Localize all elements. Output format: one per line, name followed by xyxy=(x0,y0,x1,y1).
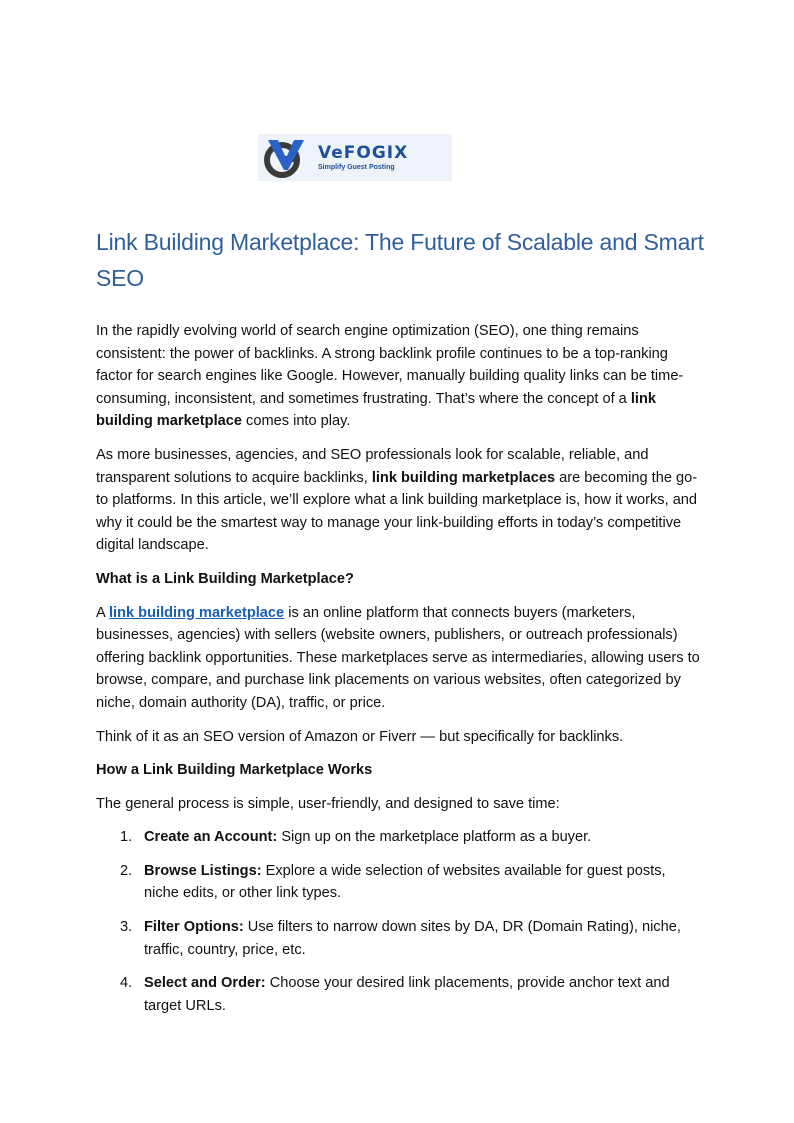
article-body xyxy=(96,320,702,1028)
intro-paragraph-2: As more businesses, agencies, and SEO professionals look for scalable, reliable, and transparent solutions to acquire backlinks, link building marketplaces are becoming the go-to platforms. In this article, we’ll explore what a link building marketplace is, how it works, and why it could be the smartest way to manage your link-building efforts in today’s competitive digital landscape. xyxy=(96,446,698,554)
definition-paragraph: A link building marketplace is an online platform that connects buyers (marketers, businesses, agencies) with sellers (website owners, publishers, or outreach professionals) offering backlink opportunities. These marketplaces serve as intermediaries, allowing users to browse, compare, and purchase link placements on various websites, often categorized by niche, domain authority (DA), traffic, or price. xyxy=(96,604,700,711)
bold-term: link building marketplaces xyxy=(371,469,556,486)
list-item: 2. Browse Listings: Explore a wide selection of websites available for guest posts, niche edits, or other link types. xyxy=(120,862,666,902)
logo-tagline: Simplify Guest Posting xyxy=(318,163,395,171)
vefogix-logo-icon xyxy=(258,136,314,180)
process-steps-list xyxy=(96,826,702,1017)
logo xyxy=(258,134,452,181)
page-title: Link Building Marketplace: The Future of Scalable and Smart SEO xyxy=(96,229,704,291)
bold-term: link building marketplace xyxy=(96,390,656,430)
list-item: 3. Filter Options: Use filters to narrow down sites by DA, DR (Domain Rating), niche, traffic, country, price, etc. xyxy=(120,919,681,958)
section-heading-what-is: What is a Link Building Marketplace? xyxy=(96,570,354,587)
analogy-paragraph: Think of it as an SEO version of Amazon or Fiverr — but specifically for backlinks. xyxy=(96,728,624,745)
list-item: 4. Select and Order: Choose your desired link placements, provide anchor text and target URLs. xyxy=(120,975,670,1014)
intro-paragraph-1: In the rapidly evolving world of search engine optimization (SEO), one thing remains consistent: the power of backlinks. A strong backlink profile continues to be a top-ranking factor for search engines like Google. However, manually building quality links can be time-consuming, inconsistent, and sometimes frustrating. That’s where the concept of a link building marketplace comes into play. xyxy=(96,323,684,430)
section-heading-how-it-works: How a Link Building Marketplace Works xyxy=(96,762,373,779)
list-item: 1. Create an Account: Sign up on the marketplace platform as a buyer. xyxy=(120,829,592,846)
logo-name: VeFOGIX xyxy=(318,142,409,163)
link-building-marketplace-link[interactable]: link building marketplace xyxy=(108,604,285,621)
process-intro: The general process is simple, user-friendly, and designed to save time: xyxy=(96,795,560,812)
